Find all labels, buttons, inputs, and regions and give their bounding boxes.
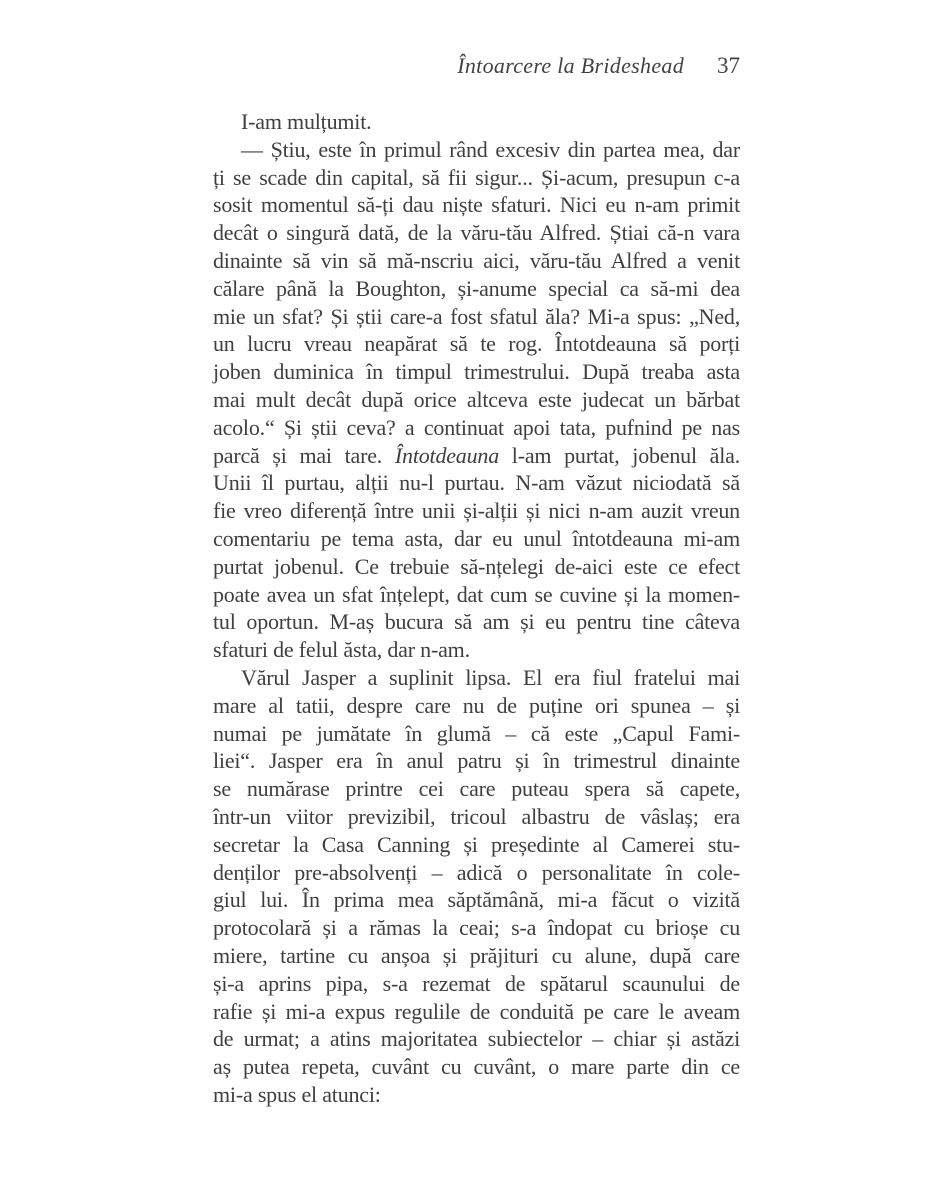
text-segment: dinainte să vin să mă-nscriu aici, văru-tău Alfred a venit — [213, 247, 740, 273]
text-segment: comentariu pe tema asta, dar eu unul întotdeauna mi-am — [213, 525, 740, 551]
text-line — [213, 859, 740, 887]
header-title: Întoarcere la Brideshead — [457, 53, 684, 78]
text-segment: miere, tartine cu anșoa și prăjituri cu alune, după care — [213, 942, 740, 968]
text-line — [213, 303, 740, 331]
text-segment: numai pe jumătate în glumă – că este „Capul Fami- — [213, 720, 740, 746]
text-segment: tul oportun. M-aș bucura să am și eu pentru tine câteva — [213, 609, 740, 635]
text-segment: giul lui. În prima mea săptămână, mi-a făcut o vizită — [213, 887, 740, 913]
text-segment: și-a aprins pipa, s-a rezemat de spătarul scaunului de — [213, 970, 740, 996]
text-segment: Vărul Jasper a suplinit lipsa. El era fiul fratelui mai — [241, 664, 740, 690]
text-line — [213, 692, 740, 720]
text-line — [213, 219, 740, 247]
text-segment: fie vreo diferență între unii și-alții și nici n-am auzit vreun — [213, 498, 740, 524]
text-segment: într-un viitor previzibil, tricoul albastru de vâslaș; era — [213, 803, 740, 829]
text-segment: acolo.“ Și știi ceva? a continuat apoi tata, pufnind pe nas — [213, 414, 740, 440]
text-line — [213, 358, 740, 386]
text-segment: protocolară și a rămas la ceai; s-a îndopat cu brioșe cu — [213, 915, 740, 941]
text-segment: l-am purtat, jobenul ăla. — [499, 442, 741, 468]
text-segment: sfaturi de felul ăsta, dar n-am. — [213, 637, 470, 663]
text-segment: liei“. Jasper era în anul patru și în trimestrul dinainte — [213, 748, 740, 774]
text-segment: parcă și mai tare. — [213, 442, 395, 468]
text-segment: — Știu, este în primul rând excesiv din partea mea, dar — [241, 136, 740, 162]
page-text — [213, 108, 740, 1109]
text-segment: mai mult decât după orice altceva este judecat un bărbat — [213, 386, 740, 412]
text-segment: un lucru vreau neapărat să te rog. Întotdeauna să porți — [213, 331, 740, 357]
text-line — [213, 747, 740, 775]
text-segment: denților pre-absolvenți – adică o personalitate în cole- — [213, 859, 740, 885]
text-segment: purtat jobenul. Ce trebuie să-nțelegi de-aici este ce efect — [213, 553, 740, 579]
text-segment: călare până la Boughton, și-anume special ca să-mi dea — [213, 275, 740, 301]
text-line — [213, 497, 740, 525]
text-line — [213, 247, 740, 275]
text-line — [213, 191, 740, 219]
text-line — [213, 831, 740, 859]
text-line — [213, 581, 740, 609]
italic-text: Întotdeauna — [394, 442, 500, 468]
text-line — [213, 942, 740, 970]
text-segment: mare al tatii, despre care nu de puține ori spunea – și — [213, 692, 740, 718]
text-line — [213, 608, 740, 636]
text-line — [213, 775, 740, 803]
text-segment: decât o singură dată, de la văru-tău Alfred. Știai că-n vara — [213, 220, 740, 246]
text-segment: joben duminica în timpul trimestrului. După treaba asta — [213, 359, 740, 385]
text-line — [213, 970, 740, 998]
text-line — [213, 525, 740, 553]
running-header — [213, 53, 740, 79]
text-segment: rafie și mi-a expus regulile de conduită pe care le aveam — [213, 998, 740, 1024]
text-line — [213, 553, 740, 581]
text-line — [213, 720, 740, 748]
text-line — [213, 275, 740, 303]
text-line — [213, 136, 740, 164]
text-segment: poate avea un sfat înțelept, dat cum se cuvine și la momen- — [213, 581, 740, 607]
text-segment: I-am mulțumit. — [241, 109, 372, 134]
text-line — [213, 886, 740, 914]
page-number: 37 — [717, 53, 740, 78]
text-line — [213, 386, 740, 414]
text-line — [213, 1025, 740, 1053]
text-segment: mie un sfat? Și știi care-a fost sfatul ăla? Mi-a spus: „Ned, — [213, 303, 740, 329]
text-line — [213, 164, 740, 192]
text-segment: de urmat; a atins majoritatea subiectelor – chiar și astăzi — [213, 1026, 740, 1052]
text-segment: Unii îl purtau, alții nu-l purtau. N-am văzut niciodată să — [213, 470, 740, 496]
text-segment: se numărase printre cei care puteau spera să capete, — [213, 776, 740, 802]
text-line — [213, 803, 740, 831]
text-line — [213, 469, 740, 497]
text-segment: ți se scade din capital, să fii sigur... Și-acum, presupun c-a — [213, 164, 740, 190]
text-line — [213, 914, 740, 942]
text-segment: secretar la Casa Canning și președinte al Camerei stu- — [213, 831, 740, 857]
text-line — [213, 636, 740, 664]
text-segment: mi-a spus el atunci: — [213, 1081, 381, 1107]
text-line — [213, 108, 740, 136]
text-segment: sosit momentul să-ți dau niște sfaturi. Nici eu n-am primit — [213, 192, 740, 218]
text-line — [213, 1053, 740, 1081]
text-segment: aș putea repeta, cuvânt cu cuvânt, o mare parte din ce — [213, 1054, 740, 1080]
text-line — [213, 330, 740, 358]
text-line — [213, 664, 740, 692]
text-line — [213, 414, 740, 442]
text-line — [213, 998, 740, 1026]
text-line — [213, 442, 740, 470]
text-line — [213, 1081, 740, 1109]
